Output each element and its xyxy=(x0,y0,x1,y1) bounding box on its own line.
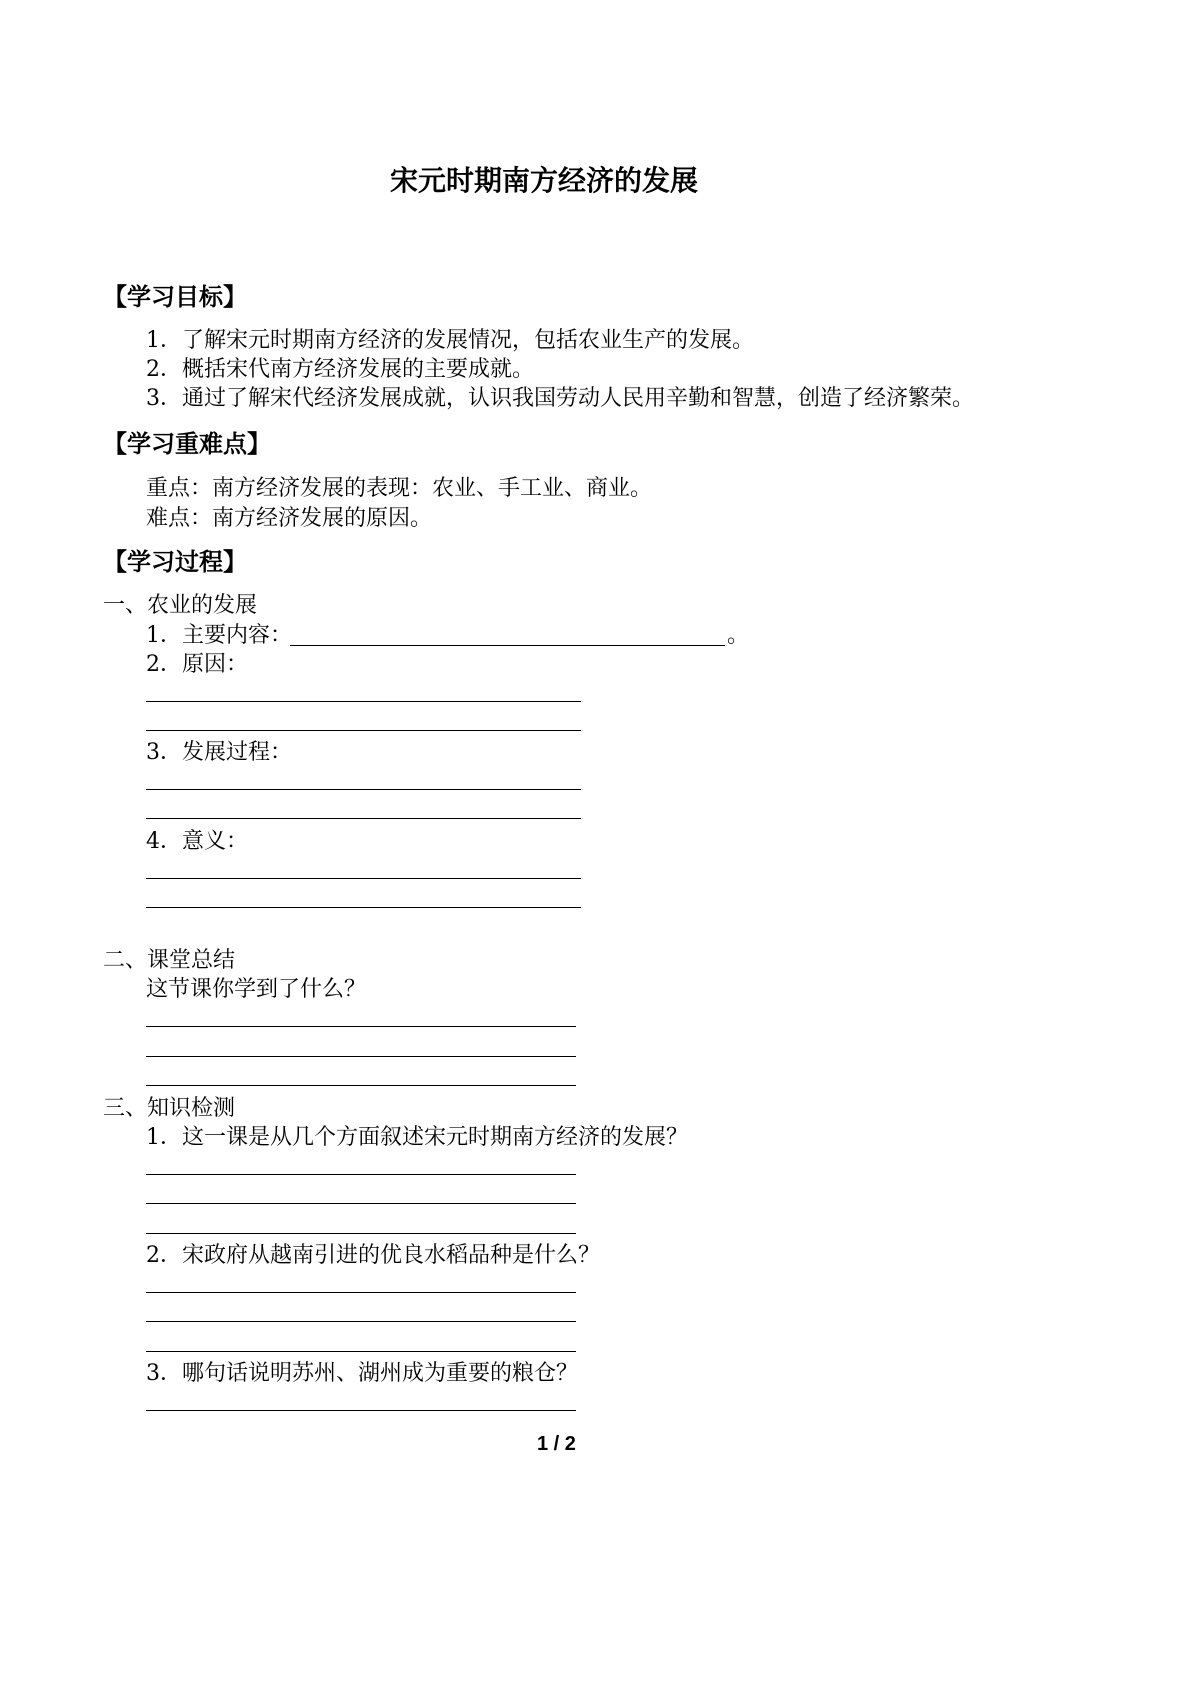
part3-q2: 2．宋政府从越南引进的优良水稻品种是什么？ xyxy=(146,1243,600,1268)
answer-line[interactable] xyxy=(146,1410,576,1411)
answer-line[interactable] xyxy=(146,818,581,819)
answer-line[interactable] xyxy=(146,1085,576,1086)
part1-q2-label: 2．原因： xyxy=(146,652,248,677)
answer-line[interactable] xyxy=(146,907,581,908)
answer-line[interactable] xyxy=(146,1321,576,1322)
part2-prompt: 这节课你学到了什么？ xyxy=(146,977,367,1002)
answer-line[interactable] xyxy=(290,645,725,646)
answer-line[interactable] xyxy=(146,1174,576,1175)
key-point-difficulty: 难点：南方经济发展的原因。 xyxy=(146,506,433,531)
answer-line[interactable] xyxy=(146,1203,576,1204)
key-points-heading: 【学习重难点】 xyxy=(103,430,271,458)
part1-q4-label: 4．意义： xyxy=(146,829,248,854)
part2-title: 二、课堂总结 xyxy=(103,948,236,973)
answer-line[interactable] xyxy=(146,1026,576,1027)
key-point-focus: 重点：南方经济发展的表现：农业、手工业、商业。 xyxy=(146,476,653,501)
process-heading: 【学习过程】 xyxy=(103,548,247,576)
part1-q1-label: 1．主要内容： xyxy=(146,623,292,648)
part1-title: 一、农业的发展 xyxy=(103,593,258,618)
part3-q3: 3．哪句话说明苏州、湖州成为重要的粮仓？ xyxy=(146,1361,578,1386)
part1-q1-end: 。 xyxy=(727,623,750,648)
page-number: 1 / 2 xyxy=(537,1433,576,1455)
answer-line[interactable] xyxy=(146,1233,576,1234)
objective-item: 3．通过了解宋代经济发展成就，认识我国劳动人民用辛勤和智慧，创造了经济繁荣。 xyxy=(146,386,974,411)
part3-title: 三、知识检测 xyxy=(103,1096,236,1121)
answer-line[interactable] xyxy=(146,1056,576,1057)
answer-line[interactable] xyxy=(146,730,581,731)
answer-line[interactable] xyxy=(146,1292,576,1293)
objectives-heading: 【学习目标】 xyxy=(103,283,247,311)
answer-line[interactable] xyxy=(146,1351,576,1352)
answer-line[interactable] xyxy=(146,701,581,702)
objective-item: 1．了解宋元时期南方经济的发展情况，包括农业生产的发展。 xyxy=(146,328,754,353)
objective-item: 2．概括宋代南方经济发展的主要成就。 xyxy=(146,357,534,382)
part3-q1: 1．这一课是从几个方面叙述宋元时期南方经济的发展？ xyxy=(146,1125,688,1150)
answer-line[interactable] xyxy=(146,878,581,879)
part1-q3-label: 3．发展过程： xyxy=(146,740,292,765)
answer-line[interactable] xyxy=(146,789,581,790)
page-title: 宋元时期南方经济的发展 xyxy=(390,164,699,197)
